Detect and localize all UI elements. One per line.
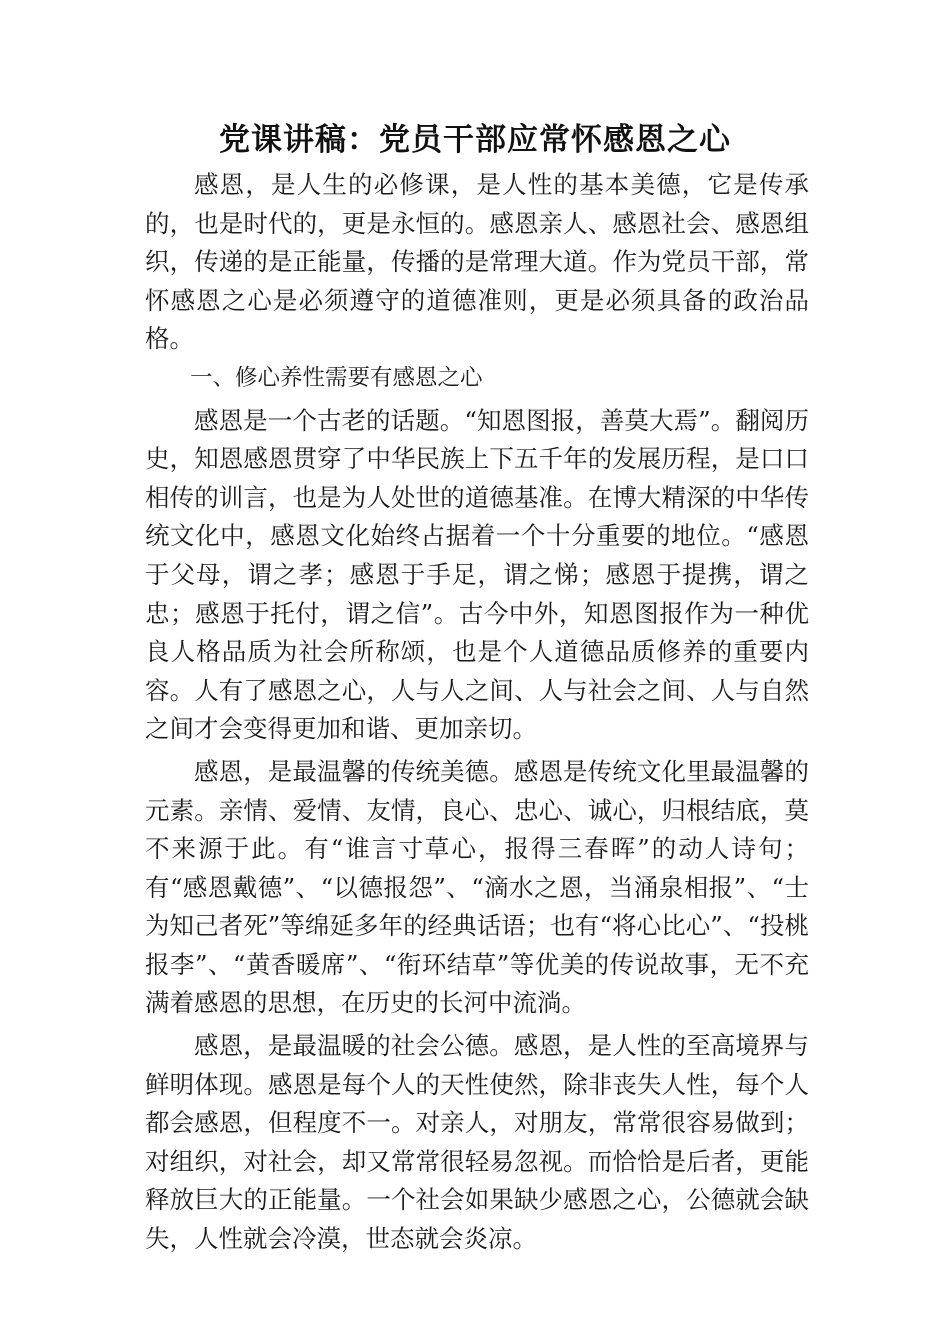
intro-paragraph: 感恩，是人生的必修课，是人性的基本美德，它是传承的，也是时代的，更是永恒的。感恩亲人、感恩社会、感恩组织，传递的是正能量，传播的是常理大道。作为党员干部，常怀感恩之心是必须遵守的道德准则，更是必须具备的政治品格。 [145,170,809,354]
body-paragraph-1: 感恩是一个古老的话题。“知恩图报，善莫大焉”。翻阅历史，知恩感恩贯穿了中华民族上下五千年的发展历程，是口口相传的训言，也是为人处世的道德基准。在博大精深的中华传统文化中，感恩文化始终占据着一个十分重要的地位。“感恩于父母，谓之孝；感恩于手足，谓之悌；感恩于提携，谓之忠；感恩于托付，谓之信”。古今中外，知恩图报作为一种优良人格品质为社会所称颂，也是个人道德品质修养的重要内容。人有了感恩之心，人与人之间、人与社会之间、人与自然之间才会变得更加和谐、更加亲切。 [145,405,809,744]
document-title: 党课讲稿：党员干部应常怀感恩之心 [219,122,731,158]
document-body [145,166,809,1259]
body-paragraph-2: 感恩，是最温馨的传统美德。感恩是传统文化里最温馨的元素。亲情、爱情、友情，良心、忠心、诚心，归根结底，莫不来源于此。有“谁言寸草心，报得三春晖”的动人诗句；有“感恩戴德”、“以德报怨”、“滴水之恩，当涌泉相报”、“士为知己者死”等绵延多年的经典话语；也有“将心比心”、“投桃报李”、“黄香暖席”、“衔环结草”等优美的传说故事，无不充满着感恩的思想，在历史的长河中流淌。 [145,756,809,1018]
section-heading: 一、修心养性需要有感恩之心 [190,364,483,391]
body-paragraph-3: 感恩，是最温暖的社会公德。感恩，是人性的至高境界与鲜明体现。感恩是每个人的天性使然，除非丧失人性，每个人都会感恩，但程度不一。对亲人，对朋友，常常很容易做到；对组织，对社会，却又常常很轻易忽视。而恰恰是后者，更能释放巨大的正能量。一个社会如果缺少感恩之心，公德就会缺失，人性就会冷漠，世态就会炎凉。 [145,1031,809,1254]
